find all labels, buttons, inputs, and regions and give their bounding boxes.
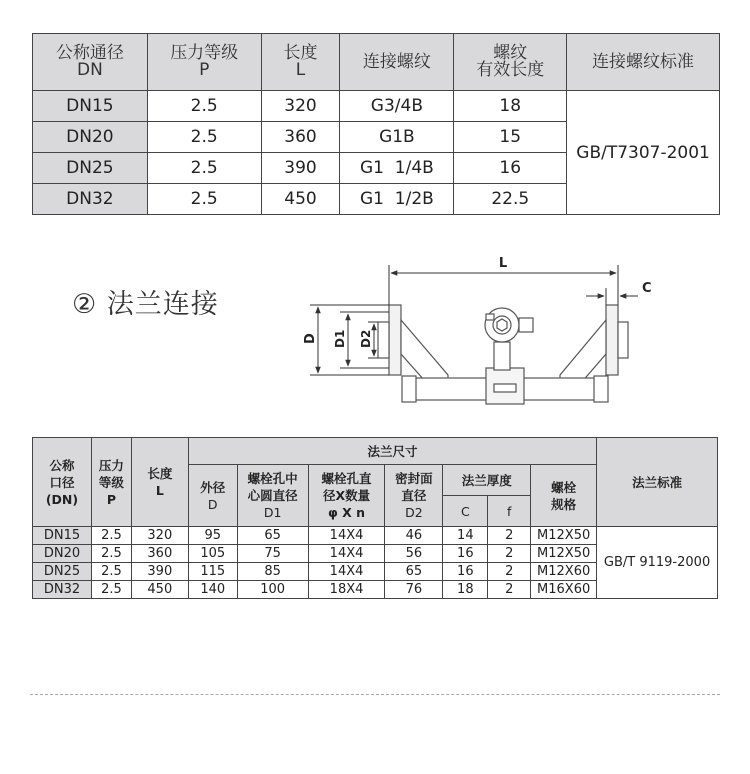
cell-outer-diameter: 95 [188,527,237,545]
label-D1: D1 [333,329,347,348]
header-flange-dimensions: 法兰尺寸 [188,438,596,465]
header-flange-standard: 法兰标准 [597,438,718,527]
cell-thickness-f: 2 [488,527,531,545]
cell-bolt-circle: 85 [237,563,308,581]
cell-bolt-holes: 14X4 [308,545,385,563]
header-connection-thread: 连接螺纹 [340,34,454,91]
cell-bolt-circle: 75 [237,545,308,563]
section-title: ② 法兰连接 [72,289,219,320]
cell-dn: DN32 [33,581,92,599]
label-D: D [303,333,318,344]
cell-thread: G1 1/4B [340,153,454,184]
cell-thread: G1 1/2B [340,184,454,215]
header-nominal-diameter: 公称通径 DN [33,34,148,91]
cell-effective-length: 18 [454,91,567,122]
cell-thickness-f: 2 [488,581,531,599]
flange-connection-diagram [290,250,670,420]
cell-pressure: 2.5 [91,563,131,581]
label-D2: D2 [359,329,373,348]
header-flange-thickness: 法兰厚度 [443,465,531,496]
cell-bolt-holes: 14X4 [308,527,385,545]
header-nominal-diameter: 公称 口径 (DN) [33,438,92,527]
cell-bolt-spec: M12X50 [531,545,597,563]
header-bolt-circle-diameter: 螺栓孔中 心圆直径 D1 [237,465,308,527]
cell-pressure: 2.5 [91,527,131,545]
cell-pressure: 2.5 [91,581,131,599]
cell-effective-length: 16 [454,153,567,184]
header-length: 长度 L [261,34,340,91]
cell-length: 320 [261,91,340,122]
thread-connection-table [32,33,720,215]
header-length: 长度 L [131,438,188,527]
cell-length: 450 [131,581,188,599]
cell-bolt-spec: M16X60 [531,581,597,599]
cell-seal-diameter: 65 [385,563,443,581]
cell-pressure: 2.5 [147,122,261,153]
header-effective-thread-length: 螺纹 有效长度 [454,34,567,91]
cell-dn: DN25 [33,563,92,581]
cell-length: 320 [131,527,188,545]
cell-thread: G3/4B [340,91,454,122]
cell-dn: DN15 [33,527,92,545]
header-outer-diameter: 外径 D [188,465,237,527]
cell-bolt-circle: 100 [237,581,308,599]
cell-dn: DN15 [33,91,148,122]
cell-length: 360 [261,122,340,153]
cell-length: 450 [261,184,340,215]
cell-dn: DN20 [33,545,92,563]
cell-thickness-c: 16 [443,563,488,581]
cell-thickness-c: 14 [443,527,488,545]
cell-length: 360 [131,545,188,563]
header-bolt-spec: 螺栓 规格 [531,465,597,527]
header-thread-standard: 连接螺纹标准 [567,34,720,91]
cell-thread: G1B [340,122,454,153]
cell-outer-diameter: 140 [188,581,237,599]
cell-length: 390 [131,563,188,581]
header-c: C [443,496,488,527]
header-row [33,34,720,91]
table-row [33,91,720,122]
cell-seal-diameter: 76 [385,581,443,599]
cell-thickness-c: 16 [443,545,488,563]
flowmeter-body [378,305,628,404]
cell-length: 390 [261,153,340,184]
header-pressure-rating: 压力等级 P [147,34,261,91]
cell-bolt-holes: 14X4 [308,563,385,581]
cell-effective-length: 22.5 [454,184,567,215]
cell-seal-diameter: 46 [385,527,443,545]
cell-seal-diameter: 56 [385,545,443,563]
cell-dn: DN25 [33,153,148,184]
cell-thickness-f: 2 [488,563,531,581]
header-f: f [488,496,531,527]
header-bolt-holes: 螺栓孔直 径X数量 φ X n [308,465,385,527]
cell-effective-length: 15 [454,122,567,153]
cell-outer-diameter: 105 [188,545,237,563]
cell-outer-diameter: 115 [188,563,237,581]
cell-bolt-holes: 18X4 [308,581,385,599]
cell-pressure: 2.5 [91,545,131,563]
cell-flange-standard: GB/T 9119-2000 [597,527,718,599]
cell-dn: DN32 [33,184,148,215]
table-row [33,527,718,545]
cell-thickness-c: 18 [443,581,488,599]
cell-pressure: 2.5 [147,153,261,184]
cell-pressure: 2.5 [147,184,261,215]
label-L: L [498,256,508,271]
cell-dn: DN20 [33,122,148,153]
cell-thickness-f: 2 [488,545,531,563]
header-pressure-rating: 压力 等级 P [91,438,131,527]
cell-bolt-spec: M12X50 [531,527,597,545]
cell-pressure: 2.5 [147,91,261,122]
flange-connection-table [32,437,718,599]
header-seal-diameter: 密封面 直径 D2 [385,465,443,527]
cell-thread-standard: GB/T7307-2001 [567,91,720,215]
cell-bolt-spec: M12X60 [531,563,597,581]
cell-bolt-circle: 65 [237,527,308,545]
label-C: C [642,281,652,296]
dashed-divider [30,694,720,695]
header-row-1 [33,438,718,465]
